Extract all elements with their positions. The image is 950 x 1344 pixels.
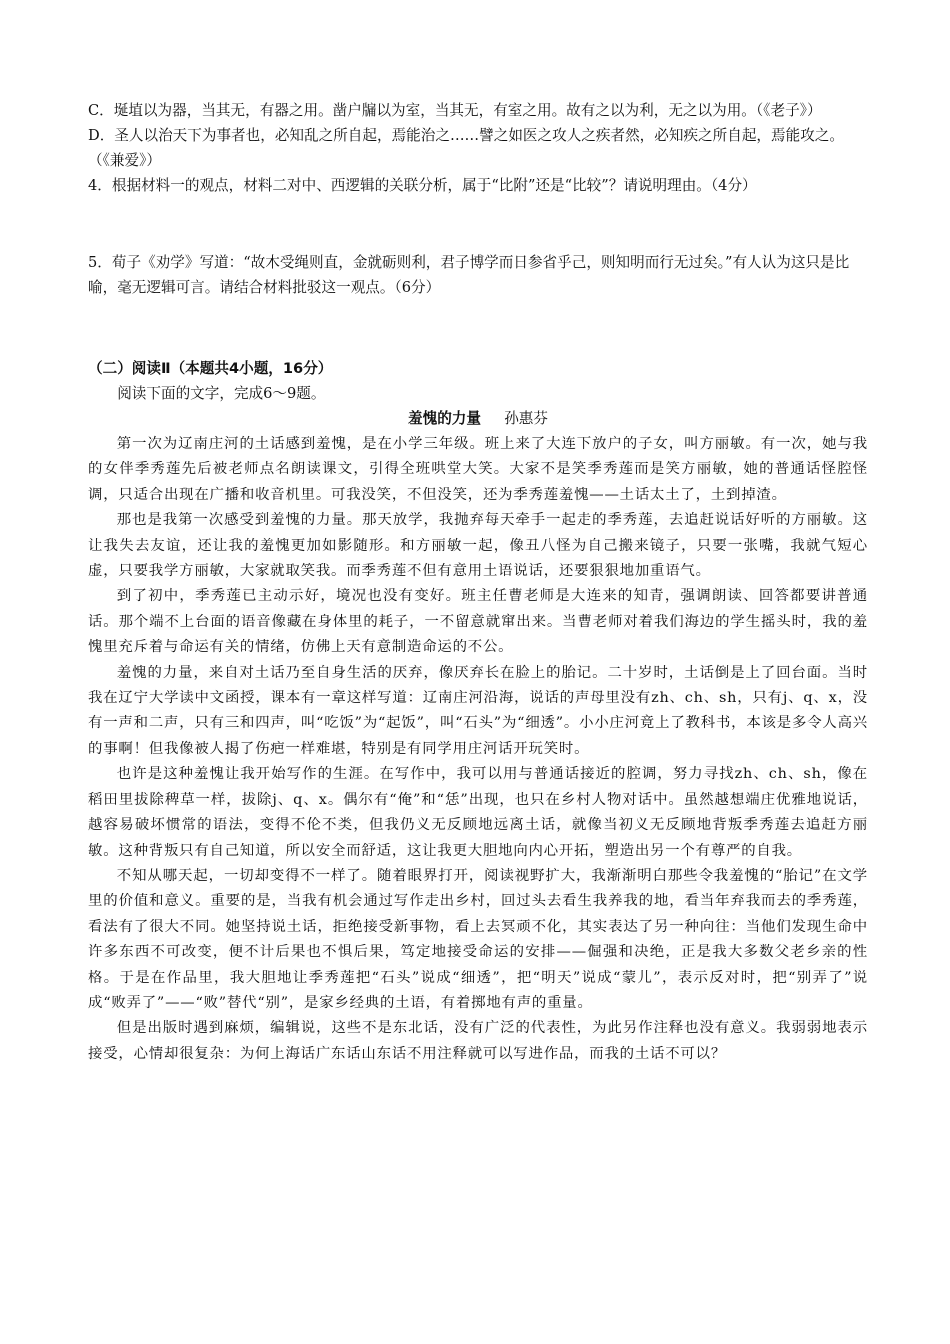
article-title: 羞愧的力量 <box>408 410 481 427</box>
article-paragraph: 到了初中，季秀莲已主动示好，境况也没有变好。班主任曹老师是大连来的知青，强调朗读、回答都要讲普通话。那个端不上台面的语音像藏在身体里的耗子，一不留意就窜出来。当曹老师对着我们海边的学生摇头时，我的羞愧里充斥着与命运有关的情绪，仿佛上天有意制造命运的不公。 <box>88 588 868 656</box>
article-paragraph: 也许是这种羞愧让我开始写作的生涯。在写作中，我可以用与普通话接近的腔调，努力寻找zh、ch、sh，像在稻田里拔除稗草一样，拔除j、q、x。偶尔有“俺”和“恁”出现，也只在乡村人物对话中。虽然越想端庄优雅地说话，越容易破坏惯常的语法，变得不伦不类，但我仍义无反顾地远离土话，就像当初义无反顾地背叛季秀莲去追赶方丽敏。这种背叛只有自己知道，所以安全而舒适，这让我更大胆地向内心开拓，塑造出另一个有尊严的自我。 <box>88 766 868 859</box>
article-paragraph: 不知从哪天起，一切却变得不一样了。随着眼界打开，阅读视野扩大，我渐渐明白那些令我羞愧的“胎记”在文学里的价值和意义。重要的是，当我有机会通过写作走出乡村，回过头去看生我养我的地，看当年弃我而去的季秀莲，看法有了很大不同。她坚持说土话，拒绝接受新事物，看上去冥顽不化，其实表达了另一种向往：当他们发现生命中许多东西不可改变，便不计后果也不惧后果，笃定地接受命运的安排——倔强和决绝，正是我大多数父老乡亲的性格。于是在作品里，我大胆地让季秀莲把“石头”说成“细透”，把“明天”说成“蒙儿”，表示反对时，把“别弄了”说成“败弄了”——“败”替代“别”，是家乡经典的土语，有着掷地有声的重量。 <box>88 867 868 1011</box>
article-paragraph: 第一次为辽南庄河的土话感到羞愧，是在小学三年级。班上来了大连下放户的子女，叫方丽敏。有一次，她与我的女伴季秀莲先后被老师点名朗读课文，引得全班哄堂大笑。大家不是笑季秀莲而是笑方丽敏，她的普通话怪腔怪调，只适合出现在广播和收音机里。可我没笑，不但没笑，还为季秀莲羞愧——土话太土了，土到掉渣。 <box>88 436 868 503</box>
question-4: 4．根据材料一的观点，材料二对中、西逻辑的关联分析，属于“比附”还是“比较”？请说明理由。（4分） <box>88 177 757 194</box>
article-heading <box>88 406 868 432</box>
option-d: D．圣人以治天下为事者也，必知乱之所自起，焉能治之……譬之如医之攻人之疾者然，必知疾之所自起，焉能攻之。（《兼爱》） <box>88 127 844 169</box>
article-paragraph: 羞愧的力量，来自对土话乃至自身生活的厌弃，像厌弃长在脸上的胎记。二十岁时，土话倒是上了回台面。当时我在辽宁大学读中文函授，课本有一章这样写道：辽南庄河沿海，说话的声母里没有zh、ch、sh，只有j、q、x，没有一声和二声，只有三和四声，叫“吃饭”为“起饭”，叫“石头”为“细透”。小小庄河竟上了教科书，本该是多令人高兴的事啊！但我像被人揭了伤疤一样难堪，特别是有同学用庄河话开玩笑时。 <box>88 664 868 757</box>
article-paragraph: 但是出版时遇到麻烦，编辑说，这些不是东北话，没有广泛的代表性，为此另作注释也没有意义。我弱弱地表示接受，心情却很复杂：为何上海话广东话山东话不用注释就可以写进作品，而我的土话不可以？ <box>88 1020 868 1062</box>
question-5: 5．荀子《劝学》写道：“故木受绳则直，金就砺则利，君子博学而日参省乎己，则知明而行无过矣。”有人认为这只是比喻，毫无逻辑可言。请结合材料批驳这一观点。（6分） <box>88 254 850 296</box>
section-header: （二）阅读Ⅱ（本题共4小题，16分） <box>88 360 333 377</box>
section-instruction: 阅读下面的文字，完成6～9题。 <box>117 385 326 402</box>
article-paragraph: 那也是我第一次感受到羞愧的力量。那天放学，我抛弃每天牵手一起走的季秀莲，去追赶说话好听的方丽敏。这让我失去友谊，还让我的羞愧更加如影随形。和方丽敏一起，像丑八怪为自己搬来镜子，只要一张嘴，我就气短心虚，只要我学方丽敏，大家就取笑我。而季秀莲不但有意用土语说话，还要狠狠地加重语气。 <box>88 512 868 580</box>
article-author: 孙惠芬 <box>504 410 548 427</box>
answer-space-q4 <box>88 198 868 250</box>
option-c: C．埏埴以为器，当其无，有器之用。凿户牖以为室，当其无，有室之用。故有之以为利，无之以为用。（《老子》） <box>88 102 822 119</box>
document-page <box>88 98 868 1067</box>
answer-space-q5 <box>88 300 868 356</box>
